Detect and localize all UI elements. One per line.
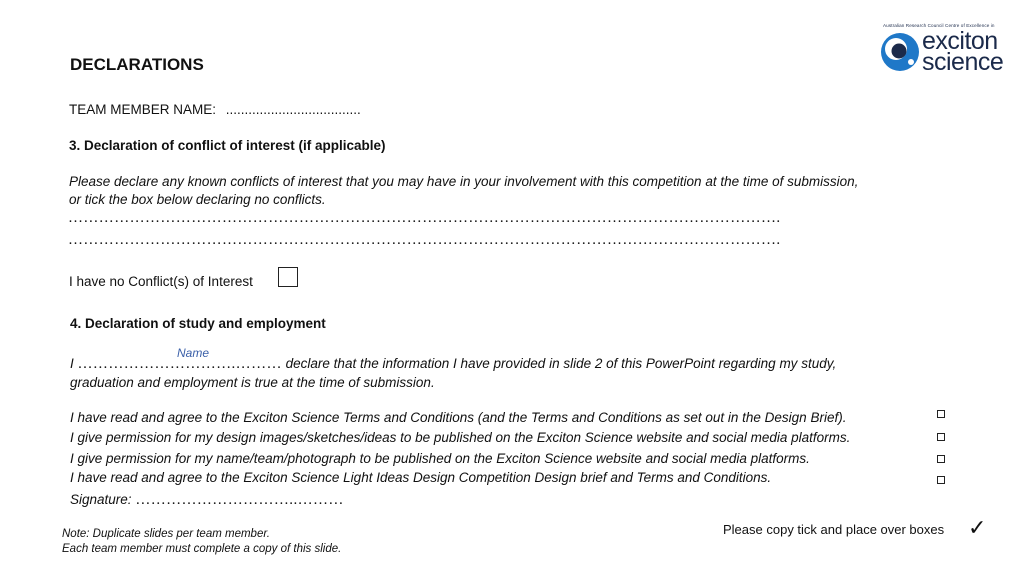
exciton-logo-icon (880, 32, 920, 72)
section3-instruction-line2: or tick the box below declaring no conflicts. (69, 192, 326, 207)
logo-word-exciton: exciton (922, 27, 998, 55)
agreement-terms: I have read and agree to the Exciton Science Terms and Conditions (and the Terms and Conditions as set out in the Design Brief). (70, 410, 847, 425)
signature-field[interactable]: …………………………..……… (135, 492, 344, 508)
logo-word-science: science (922, 48, 1004, 76)
note-line2: Each team member must complete a copy of this slide. (62, 543, 342, 555)
team-member-label: TEAM MEMBER NAME: (69, 102, 217, 117)
logo-subtitle: Australian Research Council Centre of Excellence in (883, 23, 995, 28)
copy-tick-instruction: Please copy tick and place over boxes (723, 522, 945, 537)
tick-icon[interactable]: ✓ (968, 516, 987, 541)
agreement-terms-checkbox[interactable] (937, 410, 945, 418)
agreement-name-photo: I give permission for my name/team/photograph to be published on the Exciton Science website and social media platforms. (70, 451, 810, 466)
declaration-pronoun: I (70, 356, 74, 371)
declaration-line2: graduation and employment is true at the time of submission. (70, 375, 435, 390)
agreement-name-photo-checkbox[interactable] (937, 455, 945, 463)
agreement-design-brief-checkbox[interactable] (937, 476, 945, 484)
section3-title: 3. Declaration of conflict of interest (if applicable) (69, 138, 386, 153)
no-conflict-checkbox[interactable] (278, 267, 298, 287)
team-member-name-field[interactable]: .................................... (225, 102, 361, 117)
declaration-name-field[interactable]: ………………………….……… (77, 356, 282, 372)
agreement-design-brief: I have read and agree to the Exciton Science Light Ideas Design Competition Design brief and Terms and Conditions. (70, 470, 772, 485)
page-title: DECLARATIONS (70, 55, 204, 74)
team-member-name-row (69, 102, 361, 117)
note-line1: Note: Duplicate slides per team member. (62, 528, 270, 540)
declaration-line1 (70, 356, 836, 373)
no-conflict-label: I have no Conflict(s) of Interest (69, 274, 253, 289)
agreement-design-images: I give permission for my design images/sketches/ideas to be published on the Exciton Science website and social media platforms. (70, 430, 851, 445)
signature-row (70, 492, 344, 509)
signature-label: Signature: (70, 492, 132, 507)
name-hint: Name (177, 346, 210, 360)
section3-instruction-line1: Please declare any known conflicts of interest that you may have in your involvement with this competition at the time of submission, (69, 174, 859, 189)
declaration-text: declare that the information I have provided in slide 2 of this PowerPoint regarding my study, (285, 356, 837, 371)
conflict-field-line1[interactable]: …………………………………………………………………………………………………………………………. (68, 210, 781, 226)
section4-title: 4. Declaration of study and employment (70, 316, 326, 331)
conflict-field-line2[interactable]: …………………………………………………………………………………………………………………………. (68, 232, 781, 248)
agreement-design-images-checkbox[interactable] (937, 433, 945, 441)
